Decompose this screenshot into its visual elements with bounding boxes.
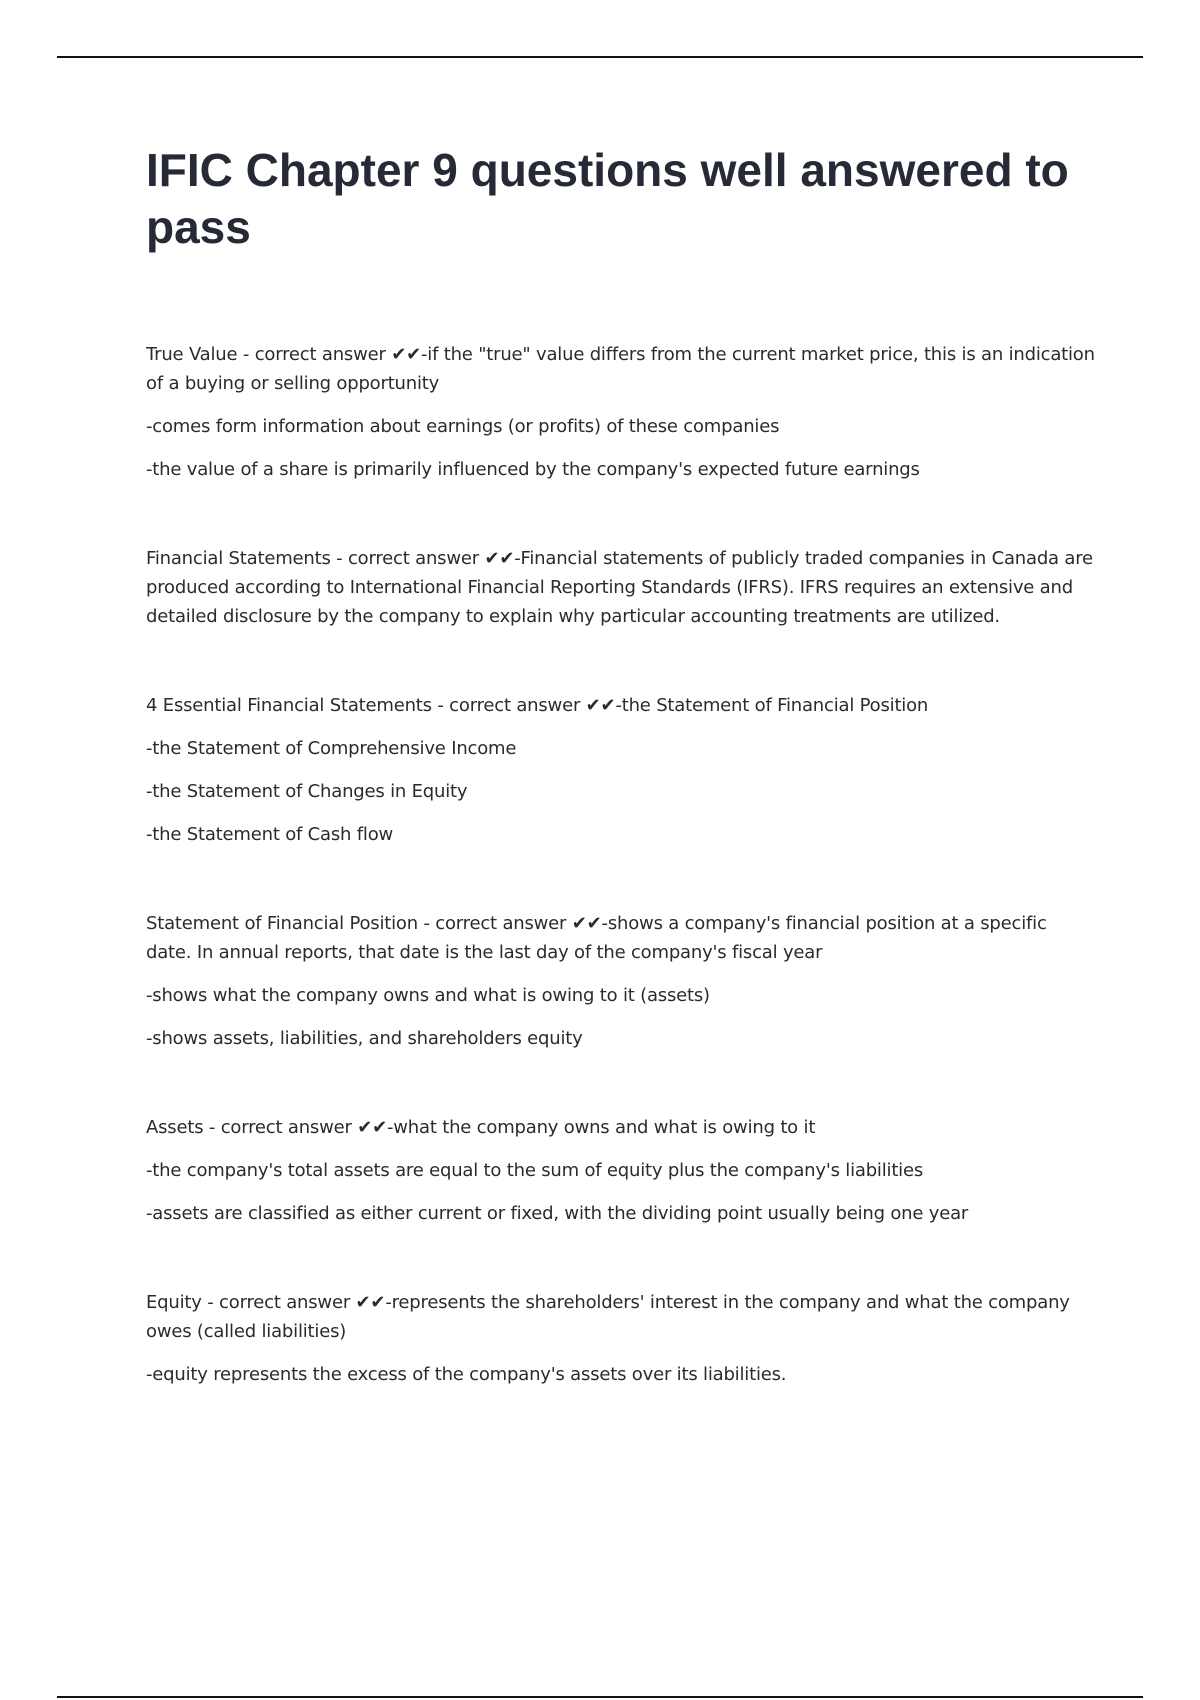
entry-term: Financial Statements bbox=[146, 548, 331, 569]
entry-term: 4 Essential Financial Statements bbox=[146, 695, 432, 716]
document-body bbox=[146, 142, 1096, 1449]
entry-definition bbox=[146, 691, 1096, 720]
entry-note: -assets are classified as either current or fixed, with the dividing point usually being one year bbox=[146, 1203, 969, 1224]
entry-definition bbox=[146, 1113, 1096, 1142]
entry-assets bbox=[146, 1113, 1096, 1228]
entry-note: -the Statement of Changes in Equity bbox=[146, 781, 468, 802]
entry-answer: -Financial statements of publicly traded companies in Canada are produced according to International Financial Reporting Standards (IFRS). IFRS requires an extensive and detailed disclosure by the company to explain why particular accounting treatments are utilized. bbox=[146, 548, 1093, 627]
correct-answer-label: - correct answer bbox=[203, 1117, 358, 1138]
entry-term: Assets bbox=[146, 1117, 204, 1138]
entry-note: -equity represents the excess of the company's assets over its liabilities. bbox=[146, 1364, 787, 1385]
double-check-icon: ✔✔ bbox=[391, 344, 421, 365]
double-check-icon: ✔✔ bbox=[357, 1117, 387, 1138]
entry-note: -shows what the company owns and what is owing to it (assets) bbox=[146, 985, 710, 1006]
entry-term: Equity bbox=[146, 1292, 202, 1313]
page-title: IFIC Chapter 9 questions well answered to pass bbox=[146, 144, 1069, 253]
correct-answer-label: - correct answer bbox=[417, 913, 572, 934]
entry-note: -comes form information about earnings (or profits) of these companies bbox=[146, 416, 780, 437]
entry-statement-of-financial-position bbox=[146, 909, 1096, 1053]
entry-answer: -if the "true" value differs from the current market price, this is an indication of a buying or selling opportunity bbox=[146, 344, 1095, 394]
double-check-icon: ✔✔ bbox=[355, 1292, 386, 1313]
entry-4-essential-financial-statements bbox=[146, 691, 1096, 849]
correct-answer-label: - correct answer bbox=[237, 344, 392, 365]
entry-answer: -what the company owns and what is owing to it bbox=[386, 1117, 816, 1138]
correct-answer-label: - correct answer bbox=[201, 1292, 356, 1313]
entry-note: -the Statement of Cash flow bbox=[146, 824, 394, 845]
entry-true-value bbox=[146, 340, 1096, 484]
correct-answer-label: - correct answer bbox=[431, 695, 586, 716]
entry-definition bbox=[146, 1288, 1096, 1346]
entry-definition bbox=[146, 909, 1096, 967]
entry-list bbox=[146, 340, 1096, 1389]
entry-definition bbox=[146, 544, 1096, 631]
entry-answer: -represents the shareholders' interest in the company and what the company owes (called liabilities) bbox=[146, 1292, 1070, 1342]
top-divider bbox=[57, 56, 1143, 58]
entry-answer: -shows a company's financial position at a specific date. In annual reports, that date is the last day of the company's fiscal year bbox=[146, 913, 1047, 963]
double-check-icon: ✔✔ bbox=[571, 913, 602, 934]
entry-answer: -the Statement of Financial Position bbox=[615, 695, 929, 716]
entry-note: -the Statement of Comprehensive Income bbox=[146, 738, 517, 759]
entry-term: True Value bbox=[146, 344, 238, 365]
bottom-divider bbox=[57, 1696, 1143, 1698]
double-check-icon: ✔✔ bbox=[585, 695, 616, 716]
correct-answer-label: - correct answer bbox=[330, 548, 485, 569]
entry-term: Statement of Financial Position bbox=[146, 913, 418, 934]
entry-financial-statements bbox=[146, 544, 1096, 631]
entry-note: -the value of a share is primarily influenced by the company's expected future earnings bbox=[146, 459, 920, 480]
entry-note: -shows assets, liabilities, and shareholders equity bbox=[146, 1028, 583, 1049]
entry-note: -the company's total assets are equal to the sum of equity plus the company's liabilities bbox=[146, 1160, 924, 1181]
entry-equity bbox=[146, 1288, 1096, 1389]
entry-definition bbox=[146, 340, 1096, 398]
double-check-icon: ✔✔ bbox=[484, 548, 515, 569]
